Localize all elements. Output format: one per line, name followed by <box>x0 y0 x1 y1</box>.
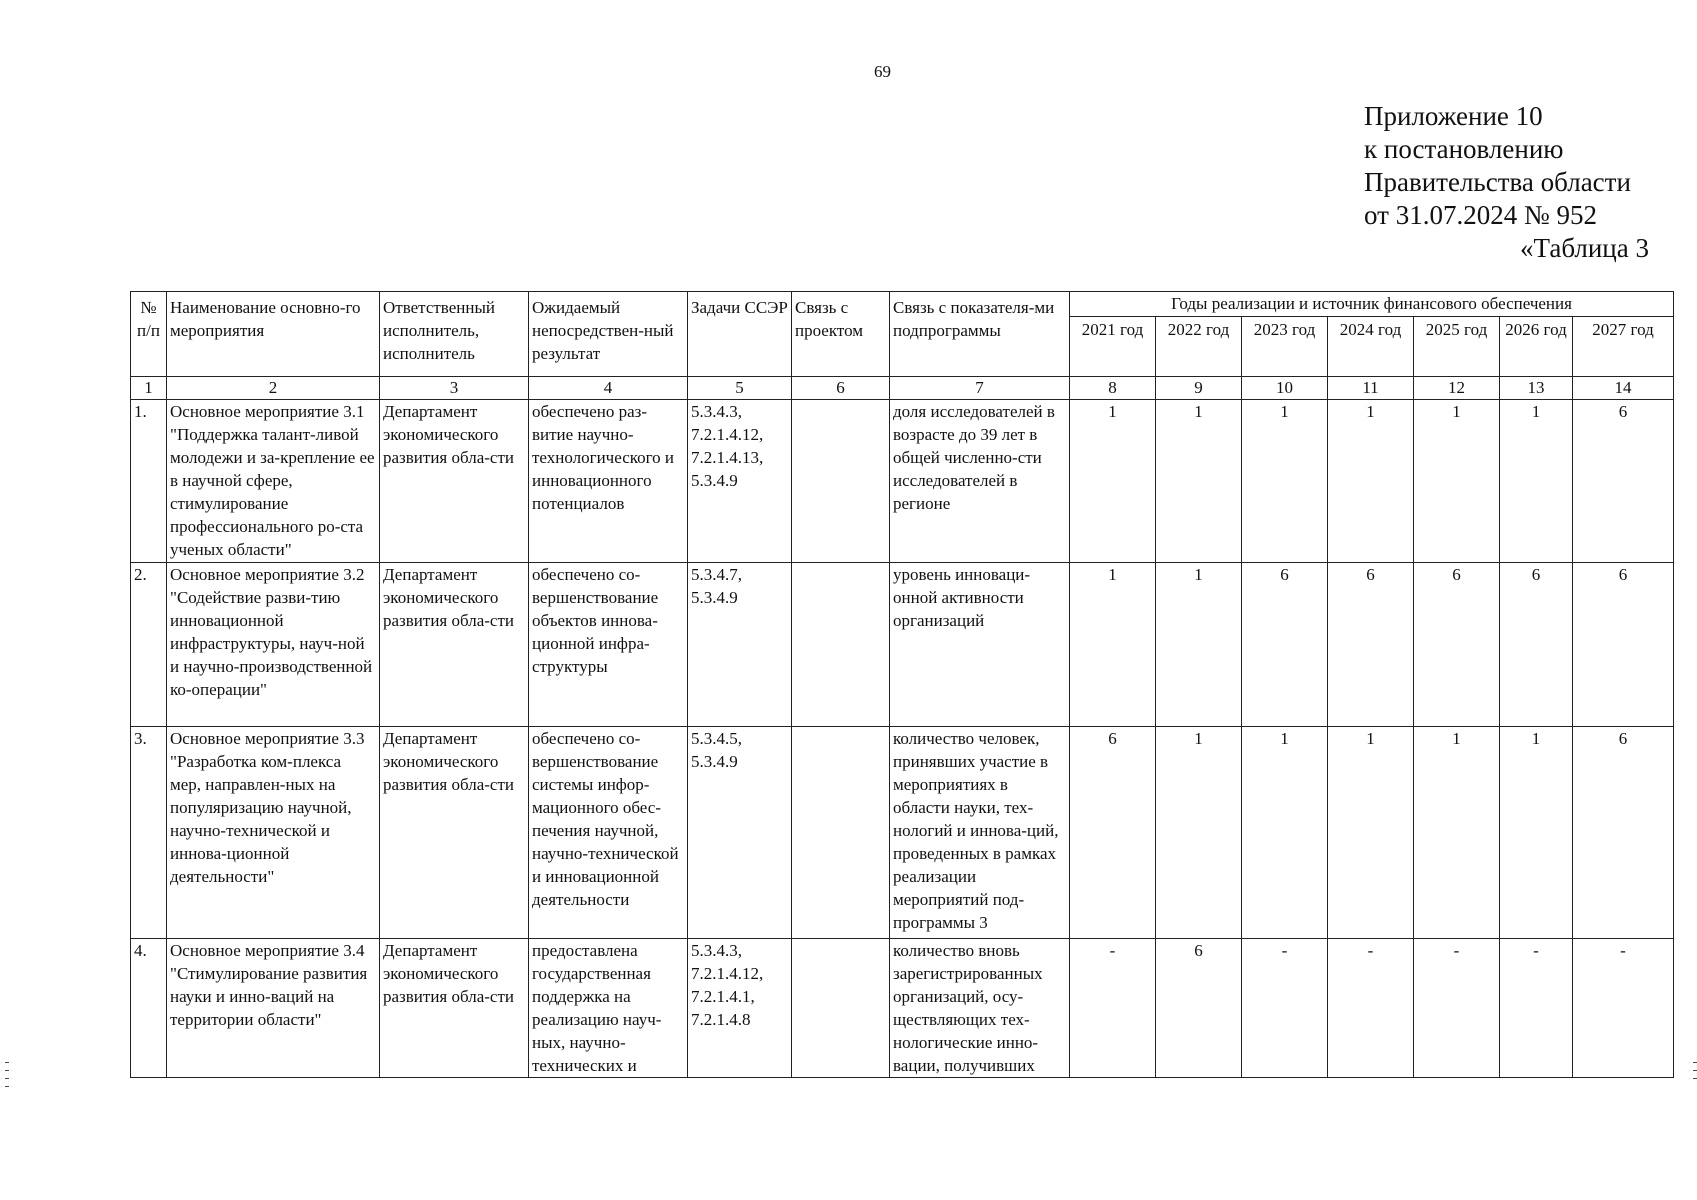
row-number: 1. <box>131 400 167 563</box>
column-number: 9 <box>1156 377 1242 400</box>
header-project: Связь с проектом <box>792 292 890 377</box>
scan-margin-mark <box>1693 1070 1697 1071</box>
year-value: 1 <box>1242 727 1328 939</box>
column-number: 11 <box>1328 377 1414 400</box>
appendix-line-1: Приложение 10 <box>1364 101 1543 131</box>
table-row <box>131 563 1674 727</box>
appendix-line-4: от 31.07.2024 № 952 <box>1364 200 1597 230</box>
project-link <box>792 727 890 939</box>
header-name: Наименование основно-го мероприятия <box>167 292 380 377</box>
project-link <box>792 563 890 727</box>
tasks-codes: 5.3.4.7, 5.3.4.9 <box>688 563 792 727</box>
header-result: Ожидаемый непосредствен-ный результат <box>529 292 688 377</box>
year-value: - <box>1328 939 1414 1078</box>
year-value: 1 <box>1070 400 1156 563</box>
year-value: 6 <box>1573 400 1674 563</box>
executor: Департамент экономического развития обла-сти <box>380 939 529 1078</box>
tasks-codes: 5.3.4.3, 7.2.1.4.12, 7.2.1.4.13, 5.3.4.9 <box>688 400 792 563</box>
indicator: количество человек, принявших участие в мероприятиях в области науки, тех-нологий и иннова-ций, проведенных в рамках реализации мероприятий под-программы 3 <box>890 727 1070 939</box>
year-value: 1 <box>1500 400 1573 563</box>
expected-result: обеспечено со-вершенствование системы инфор-мационного обес-печения научной, научно-технической и инновационной деятельности <box>529 727 688 939</box>
header-year: 2027 год <box>1573 316 1674 376</box>
year-value: 1 <box>1156 563 1242 727</box>
row-number: 3. <box>131 727 167 939</box>
year-value: 6 <box>1070 727 1156 939</box>
table-label: «Таблица 3 <box>1520 233 1649 263</box>
year-value: - <box>1414 939 1500 1078</box>
scan-margin-mark <box>5 1062 9 1063</box>
column-number: 2 <box>167 377 380 400</box>
tasks-codes: 5.3.4.5, 5.3.4.9 <box>688 727 792 939</box>
expected-result: обеспечено со-вершенствование объектов иннова-ционной инфра-структуры <box>529 563 688 727</box>
year-value: 6 <box>1328 563 1414 727</box>
tasks-codes: 5.3.4.3, 7.2.1.4.12, 7.2.1.4.1, 7.2.1.4.8 <box>688 939 792 1078</box>
table-row <box>131 400 1674 563</box>
year-value: 6 <box>1242 563 1328 727</box>
column-number: 14 <box>1573 377 1674 400</box>
year-value: 1 <box>1156 400 1242 563</box>
column-number: 7 <box>890 377 1070 400</box>
appendix-line-2: к постановлению <box>1364 134 1564 164</box>
header-year: 2022 год <box>1156 316 1242 376</box>
column-number: 5 <box>688 377 792 400</box>
year-value: 1 <box>1414 400 1500 563</box>
expected-result: предоставлена государственная поддержка на реализацию науч-ных, научно-технических и <box>529 939 688 1078</box>
executor: Департамент экономического развития обла-сти <box>380 727 529 939</box>
expected-result: обеспечено раз-витие научно-технологического и инновационного потенциалов <box>529 400 688 563</box>
year-value: 1 <box>1500 727 1573 939</box>
year-value: - <box>1070 939 1156 1078</box>
year-value: - <box>1500 939 1573 1078</box>
scan-margin-mark <box>5 1086 9 1087</box>
header-num: № п/п <box>131 292 167 377</box>
project-link <box>792 939 890 1078</box>
indicator: доля исследователей в возрасте до 39 лет в общей численно-сти исследователей в регионе <box>890 400 1070 563</box>
table-row <box>131 727 1674 939</box>
header-year: 2021 год <box>1070 316 1156 376</box>
executor: Департамент экономического развития обла-сти <box>380 400 529 563</box>
activities-table <box>130 291 1674 1078</box>
header-row <box>131 292 1674 317</box>
year-value: 1 <box>1414 727 1500 939</box>
activity-name: Основное мероприятие 3.3 "Разработка ком-плекса мер, направлен-ных на популяризацию научной, научно-технической и иннова-ционной деятельности" <box>167 727 380 939</box>
page-number: 69 <box>874 62 891 81</box>
scan-margin-mark <box>1693 1078 1697 1079</box>
year-value: - <box>1573 939 1674 1078</box>
header-year: 2024 год <box>1328 316 1414 376</box>
header-years-title: Годы реализации и источник финансового обеспечения <box>1070 292 1674 317</box>
header-year: 2026 год <box>1500 316 1573 376</box>
activity-name: Основное мероприятие 3.2 "Содействие разви-тию инновационной инфраструктуры, науч-ной и научно-производственной ко-операции" <box>167 563 380 727</box>
year-value: 1 <box>1328 400 1414 563</box>
year-value: 1 <box>1070 563 1156 727</box>
appendix-line-3: Правительства области <box>1364 167 1631 197</box>
project-link <box>792 400 890 563</box>
header-executor: Ответственный исполнитель, исполнитель <box>380 292 529 377</box>
column-number: 13 <box>1500 377 1573 400</box>
column-number: 4 <box>529 377 688 400</box>
year-value: 1 <box>1328 727 1414 939</box>
header-indicators: Связь с показателя-ми подпрограммы <box>890 292 1070 377</box>
scan-margin-mark <box>5 1078 9 1079</box>
year-value: 6 <box>1156 939 1242 1078</box>
column-number: 8 <box>1070 377 1156 400</box>
column-numbers-row <box>131 377 1674 400</box>
year-value: 1 <box>1156 727 1242 939</box>
column-number: 10 <box>1242 377 1328 400</box>
indicator: уровень инноваци-онной активности организаций <box>890 563 1070 727</box>
activity-name: Основное мероприятие 3.1 "Поддержка талант-ливой молодежи и за-крепление ее в научной сфере, стимулирование профессионального ро-ста ученых области" <box>167 400 380 563</box>
table-row <box>131 939 1674 1078</box>
column-number: 6 <box>792 377 890 400</box>
year-value: 6 <box>1500 563 1573 727</box>
scan-margin-mark <box>5 1070 9 1071</box>
scan-margin-mark <box>1693 1062 1697 1063</box>
column-number: 1 <box>131 377 167 400</box>
header-year: 2025 год <box>1414 316 1500 376</box>
header-tasks: Задачи ССЭР <box>688 292 792 377</box>
row-number: 2. <box>131 563 167 727</box>
year-value: 6 <box>1573 563 1674 727</box>
column-number: 12 <box>1414 377 1500 400</box>
row-number: 4. <box>131 939 167 1078</box>
year-value: - <box>1242 939 1328 1078</box>
activity-name: Основное мероприятие 3.4 "Стимулирование развития науки и инно-ваций на территории области" <box>167 939 380 1078</box>
year-value: 6 <box>1573 727 1674 939</box>
header-year: 2023 год <box>1242 316 1328 376</box>
indicator: количество вновь зарегистрированных организаций, осу-ществляющих тех-нологические инно-вации, получивших <box>890 939 1070 1078</box>
appendix-header <box>1364 100 1649 265</box>
year-value: 6 <box>1414 563 1500 727</box>
column-number: 3 <box>380 377 529 400</box>
executor: Департамент экономического развития обла-сти <box>380 563 529 727</box>
year-value: 1 <box>1242 400 1328 563</box>
